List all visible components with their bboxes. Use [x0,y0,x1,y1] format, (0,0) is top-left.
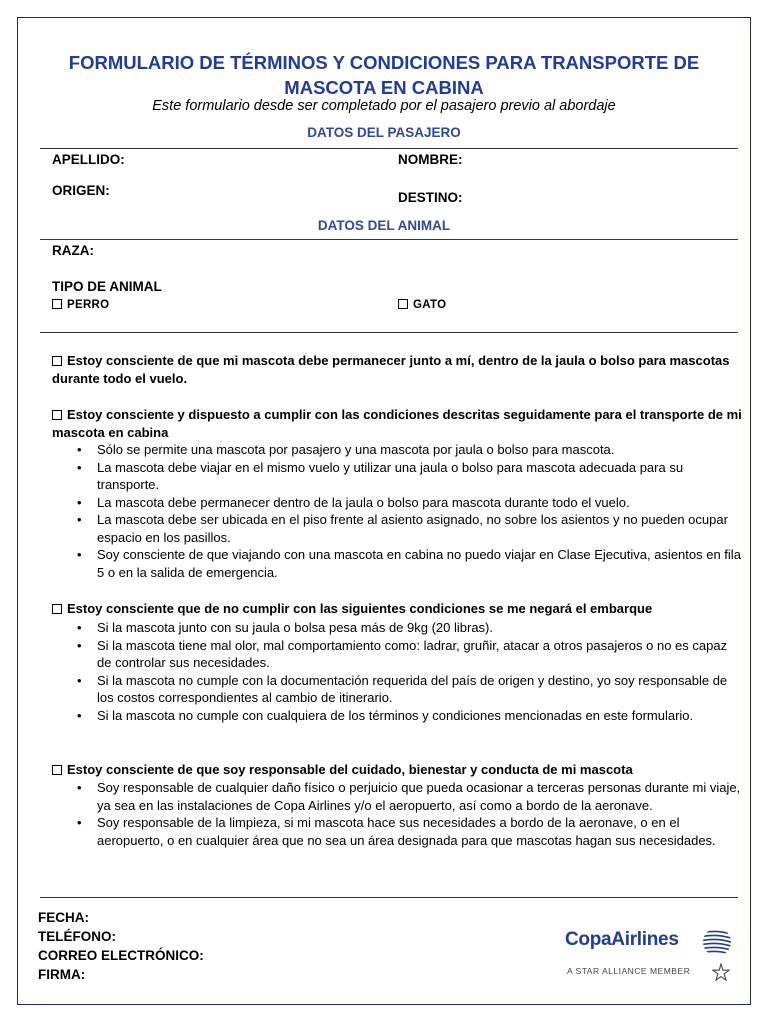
form-title: FORMULARIO DE TÉRMINOS Y CONDICIONES PARA TRANSPORTE DE MASCOTA EN CABINA [68,52,700,98]
list-item: • Si la mascota tiene mal olor, mal comportamiento como: ladrar, gruñir, atacar a otros pasajeros o no es capaz de controlar sus necesidades. [97,637,742,672]
list-item: • La mascota debe ser ubicada en el piso frente al asiento asignado, no sobre los asientos y no pueden ocupar espacio en los pasillos. [97,511,742,546]
destino-label: DESTINO: [398,190,463,205]
term-3-heading[interactable] [52,600,742,618]
checkbox-box[interactable] [52,410,62,420]
fecha-label: FECHA: [38,910,89,925]
list-item: • Soy responsable de la limpieza, si mi mascota hace sus necesidades a bordo de la aeronave, o en el aeropuerto, o en cualquier área que no sea un área designada para que mascotas hagan sus necesidades. [97,814,742,849]
checkbox-box[interactable] [52,299,62,309]
copa-airlines-logo [565,927,740,987]
list-item: • Soy consciente de que viajando con una mascota en cabina no puedo viajar en Clase Ejecutiva, asientos en fila 5 o en la salida de emergencia. [97,546,742,581]
divider [40,332,738,333]
list-item: • Soy responsable de cualquier daño físico o perjuicio que pueda ocasionar a terceras personas durante mi viaje, ya sea en las instalaciones de Copa Airlines y/o el aeropuerto, así como a bordo de la aeronave. [97,779,742,814]
term-2-text: Estoy consciente y dispuesto a cumplir con las condiciones descritas seguidamente para el transporte de mi mascota en cabina [52,407,742,440]
term-3-list [97,619,742,724]
tipo-animal-label: TIPO DE ANIMAL [52,279,162,294]
term-2-list [97,441,742,581]
checkbox-box[interactable] [52,604,62,614]
term-3-text: Estoy consciente que de no cumplir con las siguientes condiciones se me negará el embarque [67,601,653,616]
origen-label: ORIGEN: [52,183,110,198]
checkbox-box[interactable] [52,765,62,775]
gato-checkbox[interactable] [398,299,446,311]
firma-label: FIRMA: [38,967,86,982]
list-item: • La mascota debe viajar en el mismo vuelo y utilizar una jaula o bolso para mascota adecuada para su transporte. [97,459,742,494]
raza-label: RAZA: [52,243,94,258]
perro-label: PERRO [67,299,110,311]
nombre-label: NOMBRE: [398,152,463,167]
form-subtitle: Este formulario desde ser completado por el pasajero previo al abordaje [152,98,616,114]
apellido-label: APELLIDO: [52,152,125,167]
animal-section-header: DATOS DEL ANIMAL [317,218,451,233]
checkbox-box[interactable] [52,356,62,366]
term-1-heading[interactable] [52,352,742,388]
logo-wordmark: CopaAirlines [565,929,679,950]
term-2-heading[interactable] [52,406,742,442]
term-4-text: Estoy consciente de que soy responsable del cuidado, bienestar y conducta de mi mascota [67,762,633,777]
telefono-label: TELÉFONO: [38,929,116,944]
divider [40,239,738,240]
gato-label: GATO [413,299,447,311]
list-item: • Sólo se permite una mascota por pasajero y una mascota por jaula o bolso para mascota. [97,441,742,459]
term-4-heading[interactable] [52,761,742,779]
passenger-section-header: DATOS DEL PASAJERO [307,125,461,140]
list-item: • Si la mascota no cumple con la documentación requerida del país de origen y destino, yo soy responsable de los costos correspondientes al cambio de itinerario. [97,672,742,707]
list-item: • Si la mascota junto con su jaula o bolsa pesa más de 9kg (20 libras). [97,619,742,637]
list-item: • Si la mascota no cumple con cualquiera de los términos y condiciones mencionadas en este formulario. [97,707,742,725]
perro-checkbox[interactable] [52,299,109,311]
checkbox-box[interactable] [398,299,408,309]
divider [40,148,738,149]
divider [40,897,738,898]
term-1-text: Estoy consciente de que mi mascota debe permanecer junto a mí, dentro de la jaula o bolso para mascotas durante todo el vuelo. [52,353,730,386]
star-alliance-icon [712,963,730,981]
copa-globe-icon [702,927,732,957]
correo-label: CORREO ELECTRÓNICO: [38,948,204,963]
logo-tagline: A STAR ALLIANCE MEMBER [567,966,691,976]
term-4-list [97,779,742,849]
list-item: • La mascota debe permanecer dentro de la jaula o bolso para mascota durante todo el vuelo. [97,494,742,512]
